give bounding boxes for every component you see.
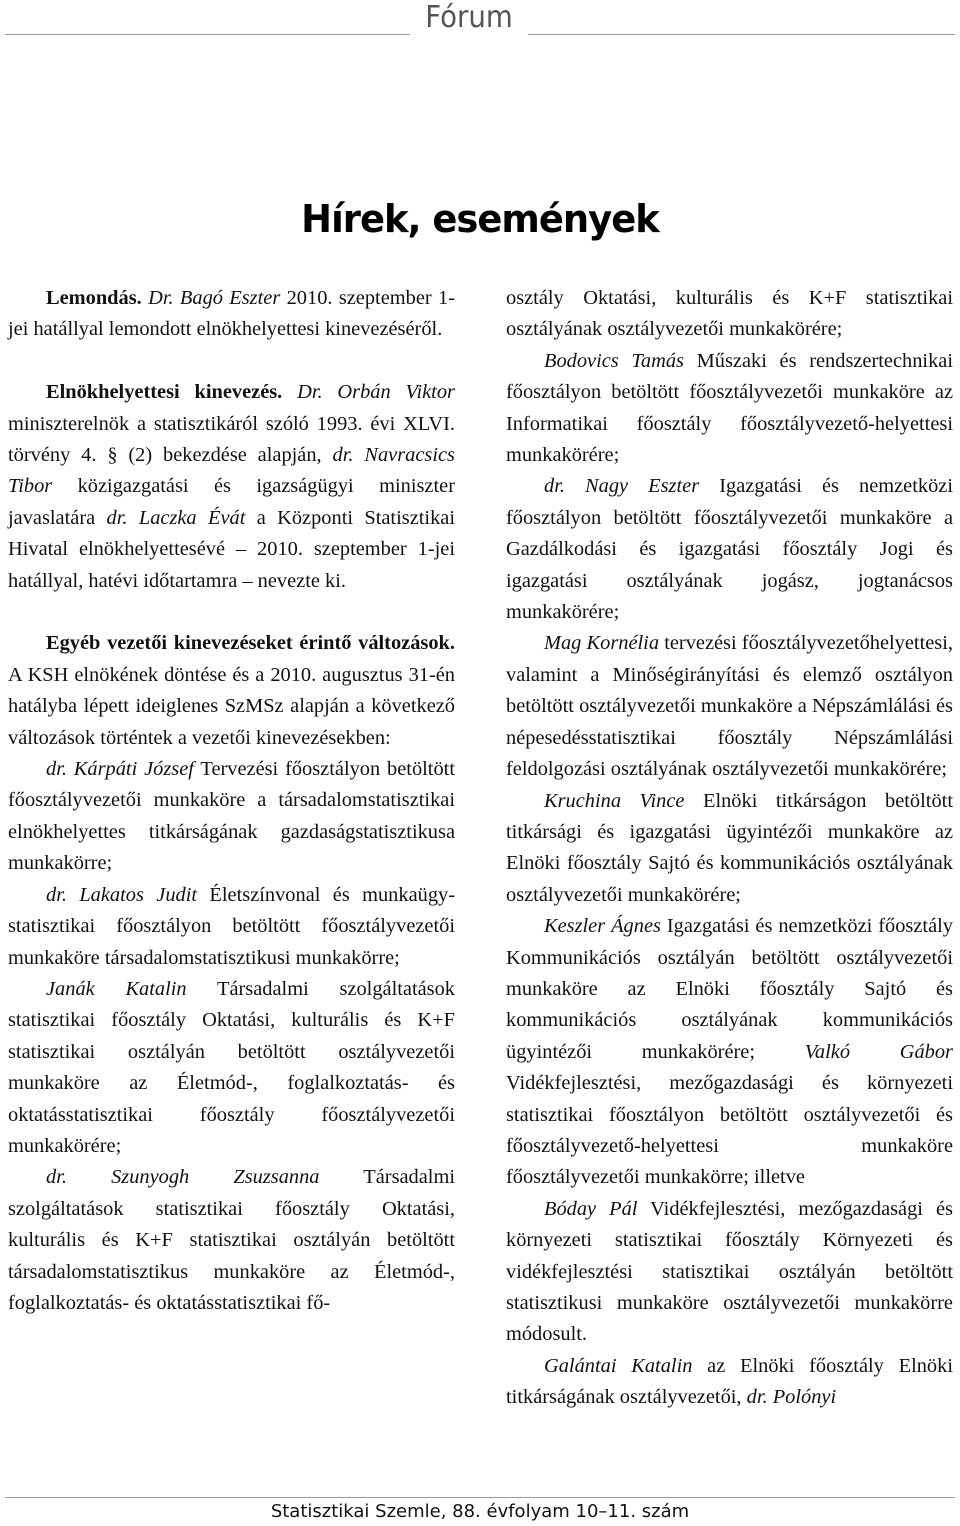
- run-text: miniszterelnök a statisztikáról szóló 1993. évi XLVI. törvény 4. § (2) bekezdése alapján,: [8, 412, 455, 467]
- person-name: Bodovics Tamás: [544, 349, 684, 372]
- paragraph-appointment: [8, 377, 455, 597]
- run-text: Társadalmi szolgáltatások statisztikai főosztály Oktatási, kulturális és K+F statisztikai osztályán betöltött társadalomstatisztikus munkaköre az Életmód-, foglalkoztatás- és oktatásstatisztikai fő-: [8, 1166, 455, 1314]
- paragraph-item: [506, 1351, 953, 1414]
- run-text: Társadalmi szolgáltatások statisztikai főosztály Oktatási, kulturális és K+F statisztikai osztályán betöltött osztályvezetői munkaköre az Életmód-, foglalkoztatás- és oktatásstatisztikai főosztály főosztályvezetői munkakörére;: [8, 977, 455, 1157]
- run-heading: Lemondás.: [46, 287, 142, 309]
- section-name: Fórum: [425, 0, 513, 35]
- paragraph-item: [506, 346, 953, 472]
- run-text: A KSH elnökének döntése és a 2010. augusztus 31-én hatályba lépett ideiglenes SzMSz alapján a következő változások történtek a vezetői kinevezésekben:: [8, 663, 455, 749]
- run-text: Igazgatási és nemzetközi főosztály Kommunikációs osztályán betöltött osztályvezetői munkaköre az Elnöki főosztály Sajtó és kommunikációs osztályának kommunikációs ügyintézői munkakörére;: [506, 915, 953, 1063]
- header-rule-left: [5, 34, 410, 35]
- person-name: Valkó Gábor: [804, 1040, 953, 1063]
- run-text: az Elnöki főosztály Elnöki titkárságának osztályvezetői,: [506, 1354, 953, 1409]
- paragraph-continued: osztály Oktatási, kulturális és K+F statisztikai osztályának osztályvezetői munkakörére;: [506, 287, 953, 341]
- paragraph-item: [506, 471, 953, 628]
- person-name: Bóday Pál: [544, 1197, 638, 1220]
- run-heading: Elnökhelyettesi kinevezés.: [46, 381, 283, 404]
- paragraph-item: [506, 1194, 953, 1351]
- header-rule-right: [528, 34, 955, 35]
- page-title: Hírek, események: [301, 197, 659, 241]
- paragraph-item: [506, 911, 953, 1194]
- paragraph-item: [8, 880, 455, 974]
- person-name: Dr. Bagó Eszter: [148, 287, 281, 309]
- run-text: a Központi Statisztikai Hivatal elnökhelyettesévé – 2010. szeptember 1-jei hatállyal, hatévi időtartamra – nevezte ki.: [8, 506, 455, 592]
- person-name: Kruchina Vince: [544, 789, 685, 812]
- person-name: dr. Navracsics Tibor: [8, 444, 455, 498]
- paragraph-changes: [8, 628, 455, 754]
- run-text: Vidékfejlesztési, mezőgazdasági és környezeti statisztikai főosztályon betöltött osztályvezetői és főosztályvezető-helyettesi munkaköre főosztályvezetői munkakörre; illetve: [506, 1072, 953, 1189]
- run-text: Igazgatási és nemzetközi főosztályon betöltött főosztályvezetői munkaköre a Gazdálkodási és igazgatási főosztály Jogi és igazgatási osztályának jogász, jogtanácsos munkakörére;: [506, 475, 954, 624]
- paragraph-item: [8, 974, 455, 1162]
- run-text: Műszaki és rendszertechnikai főosztályon betöltött főosztályvezetői munkaköre az Informatikai főosztály főosztályvezető-helyettesi munkakörére;: [506, 349, 954, 467]
- person-name: Mag Kornélia: [544, 632, 660, 655]
- person-name: Janák Katalin: [46, 977, 187, 1000]
- run-heading: Egyéb vezetői kinevezéseket érintő változások.: [46, 632, 455, 655]
- paragraph-item: [8, 754, 455, 880]
- left-column: [8, 283, 455, 1319]
- person-name: Dr. Orbán Viktor: [297, 381, 455, 404]
- run-text: tervezési főosztályvezetőhelyettesi, valamint a Minőségirányítási és elemző osztályon betöltött osztályvezetői munkaköre a Népszámlálási és népesedésstatisztikai főosztály Népszámlálási feldolgozási osztályának osztályvezetői munkakörére;: [506, 632, 953, 781]
- paragraph-item: [506, 786, 953, 912]
- person-name: Galántai Katalin: [544, 1354, 693, 1377]
- run-text: Tervezési főosztályon betöltött főosztályvezetői munkaköre a társadalomstatisztikai elnökhelyettes titkárságának gazdaságstatisztikusa munkakörre;: [8, 758, 455, 875]
- person-name: Keszler Ágnes: [544, 915, 661, 938]
- person-name: dr. Szunyogh Zsuzsanna: [46, 1166, 320, 1189]
- person-name: dr. Kárpáti József: [46, 758, 194, 781]
- page-header: [0, 0, 960, 40]
- footer-rule: [5, 1497, 955, 1498]
- paragraph-item: [506, 628, 953, 785]
- run-text: Életszínvonal és munkaügy-statisztikai főosztályon betöltött főosztályvezetői munkaköre társadalomstatisztikusi munkakörre;: [8, 883, 456, 969]
- run-text: közigazgatási és igazságügyi miniszter javaslatára: [8, 475, 455, 529]
- person-name: dr. Laczka Évát: [106, 506, 246, 529]
- person-name: dr. Polónyi: [746, 1386, 837, 1409]
- run-text: Vidékfejlesztési, mezőgazdasági és környezeti statisztikai főosztály Környezeti és vidékfejlesztési statisztikai osztályán betöltött statisztikusi munkaköre osztályvezetői munkakörre módosult.: [506, 1197, 953, 1346]
- person-name: dr. Lakatos Judit: [46, 883, 198, 906]
- run-text: 2010. szeptember 1-jei hatállyal lemondott elnökhelyettesi kinevezéséről.: [8, 287, 455, 341]
- run-text: Elnöki titkárságon betöltött titkársági és igazgatási ügyintézői munkaköre az Elnöki főosztály Sajtó és kommunikációs osztályának osztályvezetői munkakörére;: [506, 789, 953, 906]
- person-name: dr. Nagy Eszter: [544, 475, 700, 498]
- paragraph-resignation: [8, 283, 455, 346]
- right-column: [506, 283, 953, 1414]
- page-footer: Statisztikai Szemle, 88. évfolyam 10–11. szám: [270, 1501, 690, 1522]
- paragraph-item: [8, 1162, 455, 1319]
